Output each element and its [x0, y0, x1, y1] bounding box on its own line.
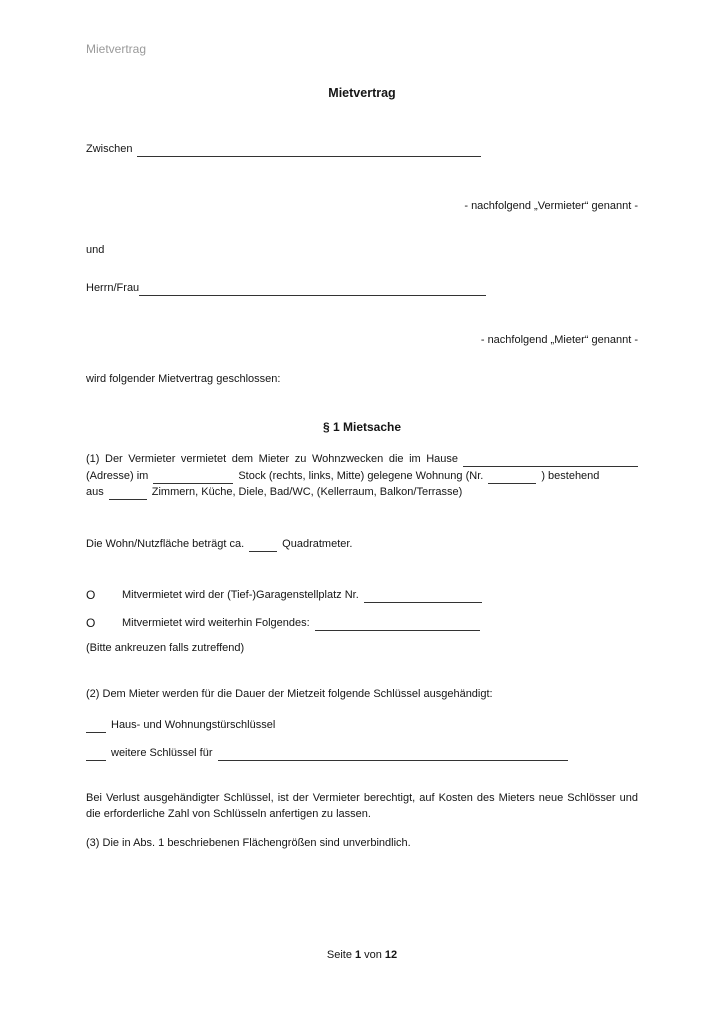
- square-meters-blank-line: [249, 538, 277, 552]
- area-sentence: [86, 537, 638, 552]
- between-label: Zwischen: [86, 143, 133, 155]
- checkbox-row-other: [86, 616, 638, 631]
- other-key-purpose-blank-line: [218, 747, 568, 761]
- other-key-count-blank-line: [86, 747, 106, 761]
- paragraph-1-line-2-text-b: Stock (rechts, links, Mitte) gelegene Wohnung (Nr.: [238, 469, 484, 482]
- section-1-paragraph-1: [86, 452, 638, 502]
- footer-page-number: 1: [354, 949, 362, 961]
- checkbox-row-garage: [86, 588, 638, 603]
- checkbox-other-label: Mitvermietet wird weiterhin Folgendes:: [122, 617, 310, 629]
- paragraph-1-line-2: [86, 469, 638, 484]
- running-header: Mietvertrag: [86, 42, 147, 56]
- house-address-blank-line: [463, 453, 638, 467]
- section-1-paragraph-3: (3) Die in Abs. 1 beschriebenen Flächengrößen sind unverbindlich.: [86, 837, 411, 849]
- room-count-blank-line: [109, 486, 147, 500]
- document-title: Mietvertrag: [328, 86, 396, 100]
- footer-prefix: Seite: [326, 949, 352, 961]
- checkbox-garage-label: Mitvermietet wird der (Tief-)Garagenstellplatz Nr.: [122, 589, 359, 601]
- paragraph-1-line-2-text-c: ) bestehend: [541, 469, 600, 482]
- paragraph-1-line-3: [86, 485, 638, 500]
- footer-separator: von: [364, 949, 382, 961]
- tenant-line: [86, 281, 638, 296]
- landlord-note: - nachfolgend „Vermieter“ genannt -: [464, 200, 638, 212]
- tenant-label: Herrn/Frau: [86, 282, 140, 294]
- area-sentence-text-a: Die Wohn/Nutzfläche beträgt ca.: [86, 538, 245, 550]
- key-loss-paragraph: Bei Verlust ausgehändigter Schlüssel, ist der Vermieter berechtigt, auf Kosten des Mieters neue Schlösser und die erforderliche Zahl von Schlüsseln anfertigen zu lassen.: [86, 792, 638, 820]
- area-sentence-text-b: Quadratmeter.: [282, 538, 353, 550]
- landlord-name-blank-line: [137, 143, 481, 157]
- tenant-name-blank-line: [139, 282, 486, 296]
- house-key-label: Haus- und Wohnungstürschlüssel: [111, 719, 276, 731]
- other-rented-blank-line: [315, 617, 480, 631]
- paragraph-1-line-2-text-a: (Adresse) im: [86, 469, 149, 482]
- section-1-paragraph-2: (2) Dem Mieter werden für die Dauer der Mietzeit folgende Schlüssel ausgehändigt:: [86, 688, 493, 700]
- section-1-heading: § 1 Mietsache: [322, 420, 402, 434]
- paragraph-1-line-3-text-b: Zimmern, Küche, Diele, Bad/WC, (Kellerraum, Balkon/Terrasse): [151, 486, 463, 498]
- floor-blank-line: [153, 470, 233, 484]
- tenant-note: - nachfolgend „Mieter“ genannt -: [480, 334, 638, 346]
- apartment-number-blank-line: [488, 470, 536, 484]
- landlord-line: [86, 142, 638, 157]
- paragraph-1-line-1: [86, 452, 638, 467]
- page-footer: [86, 949, 638, 961]
- house-key-count-blank-line: [86, 719, 106, 733]
- paragraph-1-line-3-text-a: aus: [86, 486, 104, 498]
- paragraph-1-line-1-text: (1) Der Vermieter vermietet dem Mieter zu Wohnzwecken die im Hause: [86, 453, 459, 465]
- other-key-label: weitere Schlüssel für: [111, 747, 213, 759]
- checkbox-circle-garage: O: [86, 588, 96, 602]
- checkbox-hint: (Bitte ankreuzen falls zutreffend): [86, 642, 245, 654]
- key-item-house: [86, 718, 638, 733]
- footer-total-pages: 12: [384, 949, 398, 961]
- and-label: und: [86, 244, 105, 256]
- checkbox-circle-other: O: [86, 616, 96, 630]
- garage-number-blank-line: [364, 589, 482, 603]
- conclusion-line: wird folgender Mietvertrag geschlossen:: [86, 373, 281, 385]
- key-item-other: [86, 746, 638, 761]
